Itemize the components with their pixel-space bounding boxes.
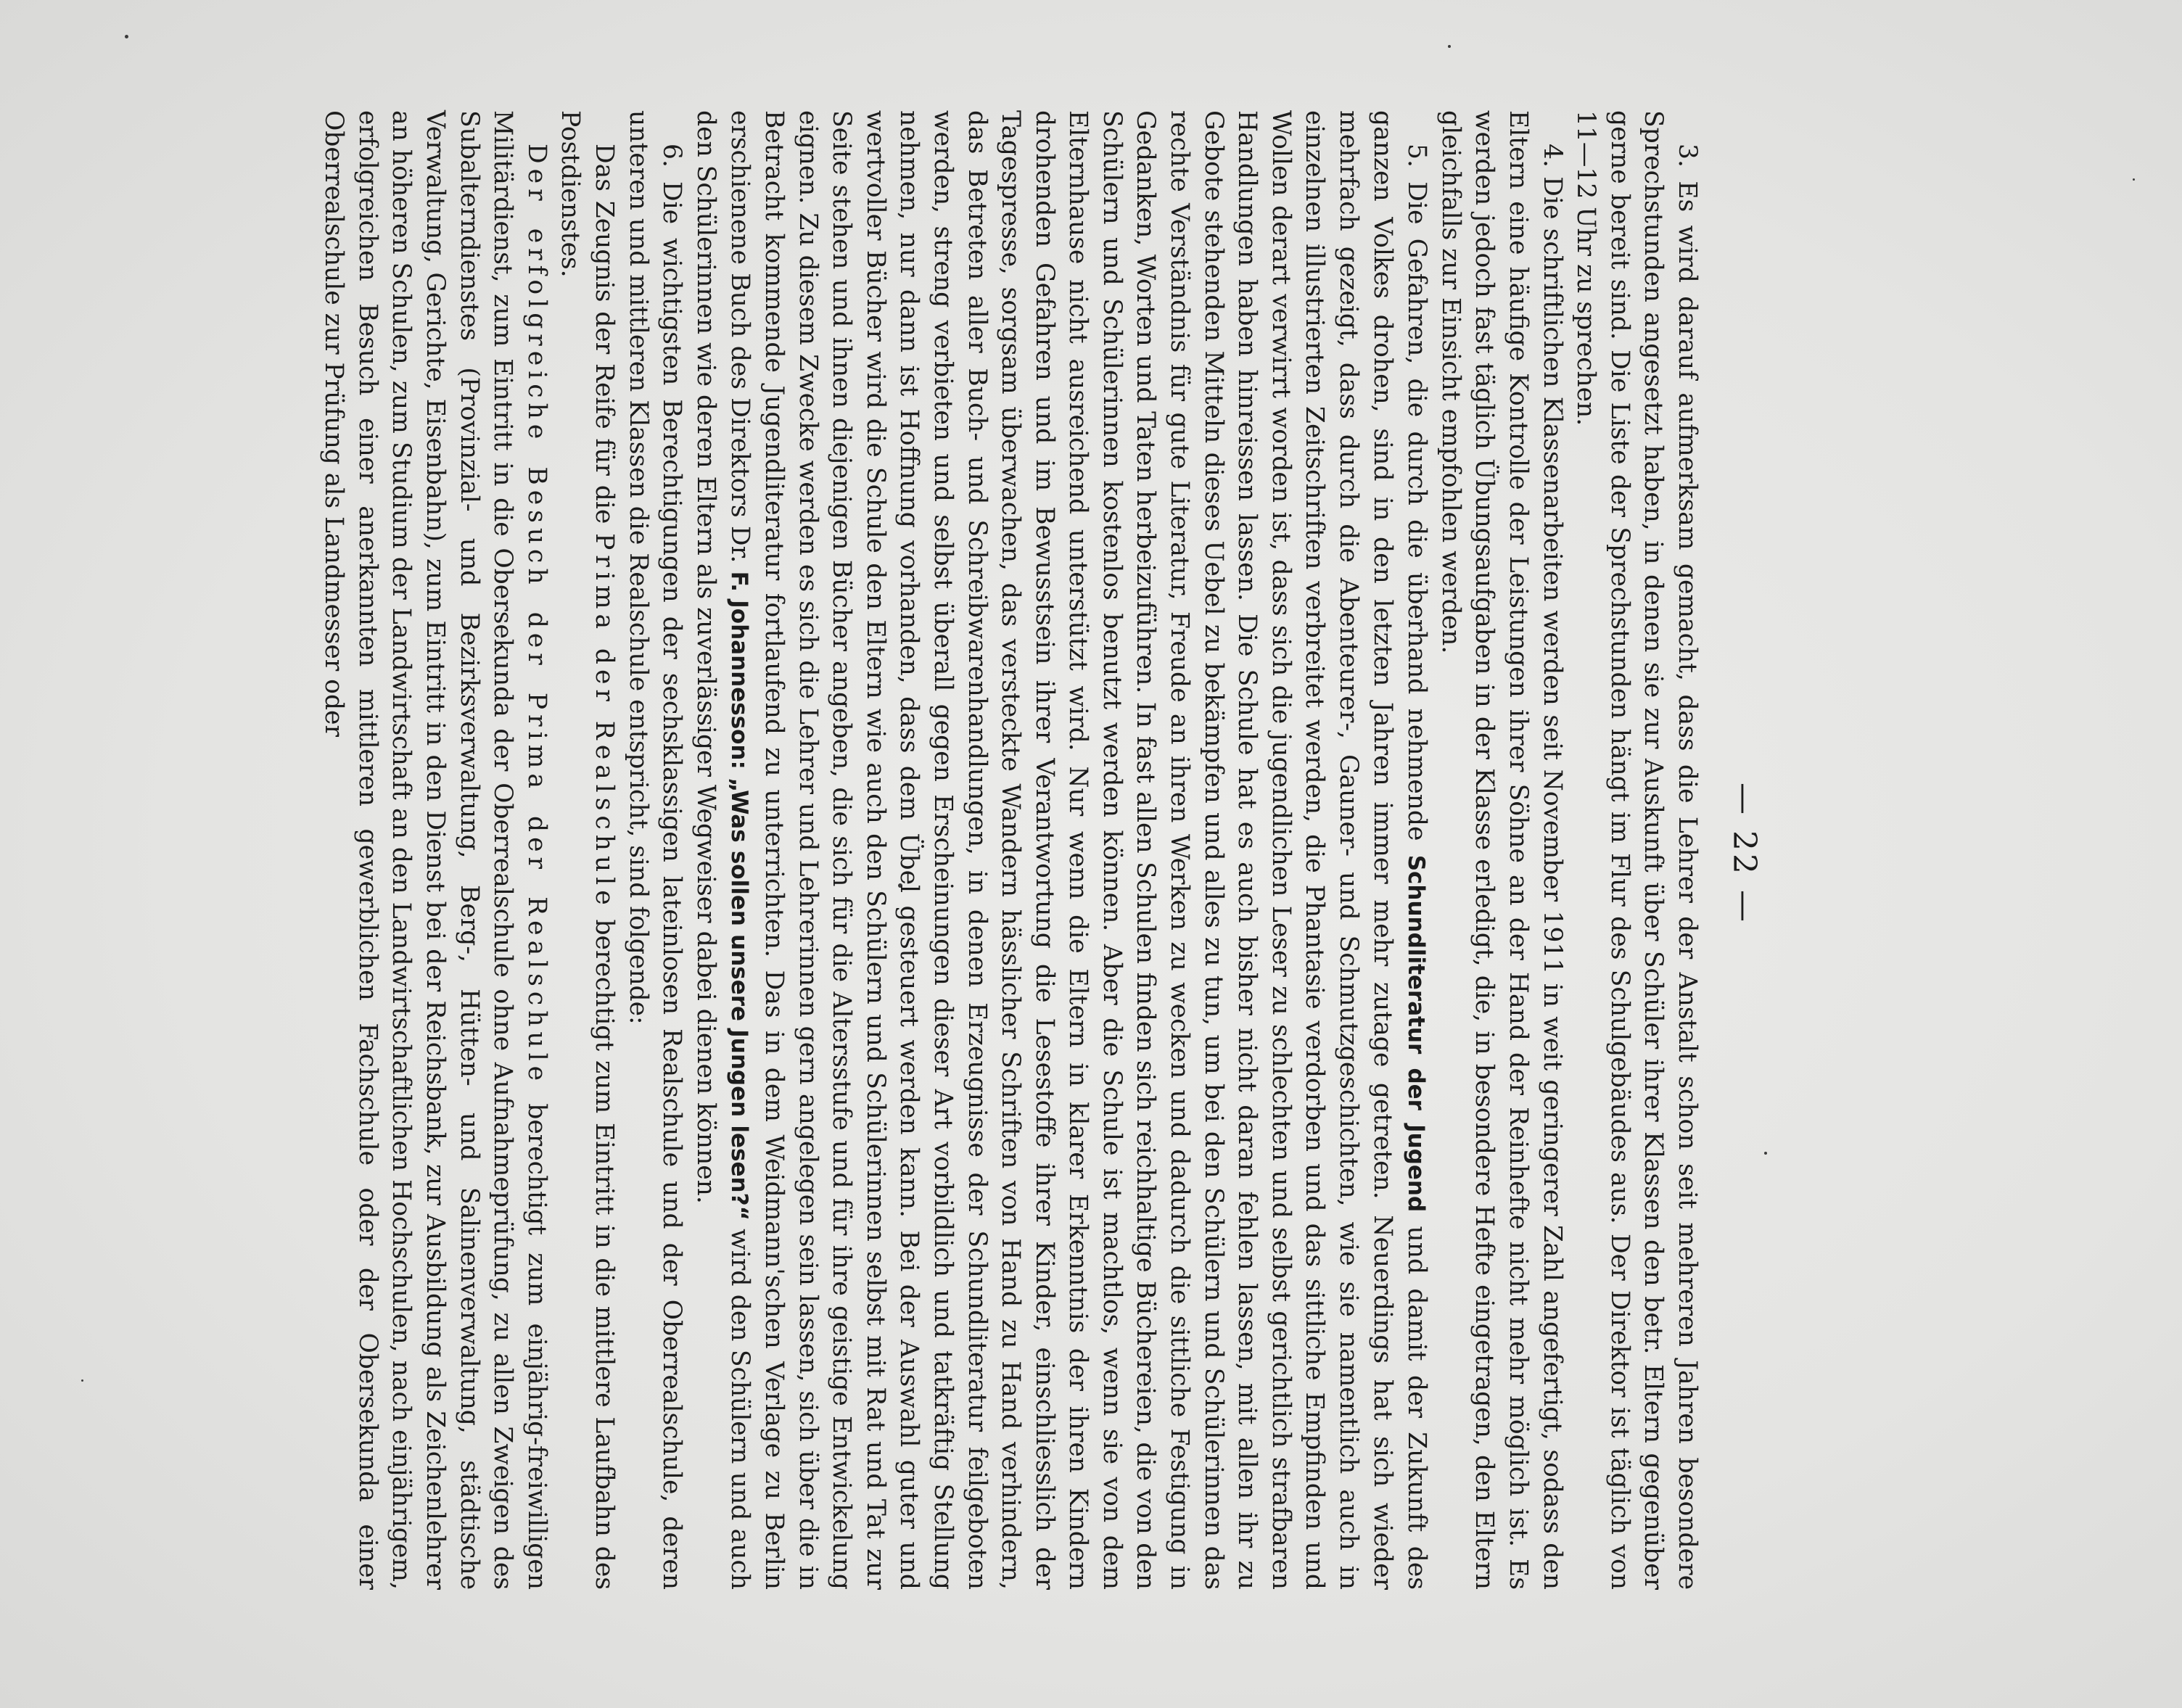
paragraph-p5 [688, 110, 1433, 1590]
body-text [317, 67, 1704, 1641]
paragraph-text: 4. Die schriftlichen Klassenarbeiten werden seit November 1911 in weit geringerer Zahl angefertigt, sodass den Eltern eine häufige Kontrolle der Leistungen ihrer Söhne an der Hand der Reinhefte nicht mehr möglich ist. Es werden jedoch fast täglich Übungsaufgaben in der Klasse erledigt, die, in besondere Hefte eingetragen, den Eltern gleichfalls zur Einsicht empfohlen werden. [1436, 110, 1567, 1590]
spaced-text: Der erfolgreiche Besuch der Prima der Realschule [522, 144, 551, 1086]
paragraph-text: 6. Die wichtigsten Berechtigungen der sechsklassigen lateinlosen Realschule und der Oberrealschule, deren unteren und mittleren Klassen die Realschule entspricht, sind folgende: [623, 110, 687, 1590]
dust-speck [125, 35, 128, 38]
dust-speck [81, 1379, 83, 1382]
paragraph-text: und damit der Zukunft des ganzen Volkes drohen, sind in den letzten Jahren immer mehr zutage getreten. Neuerdings hat sich wieder mehrfach gezeigt, dass durch die Abenteurer-, Gauner- und Schmutzgeschichten, wie sie namentlich auch in einzelnen illustrierten Zeitschriften verbreitet werden, die Phantasie verdorben und das sittliche Empfinden und Wollen derart verwirrt worden ist, dass sich die jugendlichen Leser zu schlechten und selbst gerichtlich strafbaren Handlungen haben hinreissen lassen. Die Schule hat es auch bisher nicht daran fehlen lassen, mit allen ihr zu Gebote stehenden Mitteln dieses Uebel zu bekämpfen und alles zu tun, um bei den Schülern und Schülerinnen das rechte Verständnis für gute Literatur, Freude an ihren Werken zu wecken und dadurch die sittliche Festigung in Gedanken, Worten und Taten herbeizuführen. In fast allen Schulen finden sich reichhaltige Büchereien, die von den Schülern und Schülerinnen kostenlos benutzt werden können. Aber die Schule ist machtlos, wenn sie von dem Elternhause nicht ausreichend unterstützt wird. Nur wenn die Eltern in klarer Erkenntnis der ihren Kindern drohenden Gefahren und im Bewusstsein ihrer Verantwortung die Lesestoffe ihrer Kinder, einschliesslich der Tagespresse, sorgsam überwachen, das versteckte Wandern hässlicher Schriften von Hand zu Hand verhindern, das Betreten aller Buch- und Schreibwarenhandlungen, in denen Erzeugnisse der Schundliteratur feilgeboten werden, streng verbieten und selbst überall gegen Erscheinungen dieser Art vorbildlich und tatkräftig Stellung nehmen, nur dann ist Hoffnung vorhanden, dass dem Übel gesteuert werden kann. Bei der Auswahl guter und wertvoller Bücher wird die Schule den Eltern wie auch den Schülern und Schülerinnen selbst mit Rat und Tat zur Seite stehen und ihnen diejenigen Bücher angeben, die sich für die Altersstufe und für ihre geistige Entwickelung eignen. Zu diesem Zwecke werden es sich die Lehrer und Lehrerinnen gern angelegen sein lassen, sich über die in Betracht kommende Jugendliteratur fortlaufend zu unterrichten. Das in dem Weidmann'schen Verlage zu Berlin erschienene Buch des Direktors Dr. [725, 110, 1432, 1591]
bold-text: Schundliteratur der Jugend [1403, 854, 1430, 1213]
paragraph-text: berechtigt zum Eintritt in die mittlere Laufbahn des Postdienstes. [556, 110, 619, 1590]
paragraph-text: 5. Die Gefahren, die durch die überhand nehmende [1402, 144, 1432, 855]
paragraph-text: 3. Es wird darauf aufmerksam gemacht, dass die Lehrer der Anstalt schon seit mehreren Jahren besondere Sprechstunden angesetzt haben, in denen sie zur Auskunft über Schüler ihrer Klassen den betr. Eltern gegenüber gerne bereit sind. Die Liste der Sprechstunden hängt im Flur des Schulgebäudes aus. Der Direktor ist täglich von 11—12 Uhr zu sprechen. [1571, 110, 1702, 1590]
paragraph-text: berechtigt zum einjährig-freiwilligen Militärdienst, zum Eintritt in die Obersekunda der Oberrealschule ohne Aufnahmeprüfung, zu allen Zweigen des Subalterndienstes (Provinzial- und Bezirksverwaltung, Berg-, Hütten- und Salinenverwaltung, städtische Verwaltung, Gerichte, Eisenbahn), zum Eintritt in den Dienst bei der Reichsbank, zur Ausbildung als Zeichenlehrer an höheren Schulen, zum Studium der Landwirtschaft an den Landwirtschaftlichen Hochschulen, nach einjährigem, erfolgreichen Besuch einer anerkannten mittleren gewerblichen Fachschule oder der Obersekunda einer Oberrealschule zur Prüfung als Landmesser oder [319, 110, 551, 1590]
paragraph-p8 [317, 110, 553, 1590]
paragraph-p4 [1433, 110, 1568, 1590]
dust-speck [2133, 178, 2135, 181]
spaced-text: Prima der Realschule [590, 533, 619, 910]
paragraph-p3 [1569, 110, 1704, 1590]
paragraph-p6 [621, 110, 688, 1590]
rotated-page [319, 67, 1766, 1641]
paragraph-text: Das Zeugnis der Reife für die [590, 144, 619, 534]
bold-text: F. Johannesson: „Was sollen unsere Jungen lesen?“ [726, 571, 753, 1221]
page-number: — 22 — [1726, 783, 1763, 925]
paragraph-p7 [553, 110, 621, 1590]
dust-speck [1448, 45, 1451, 48]
paragraph-text: wird den Schülern und auch den Schülerinnen wie deren Eltern als zuverlässiger Wegweiser dabei dienen können. [691, 110, 755, 1591]
